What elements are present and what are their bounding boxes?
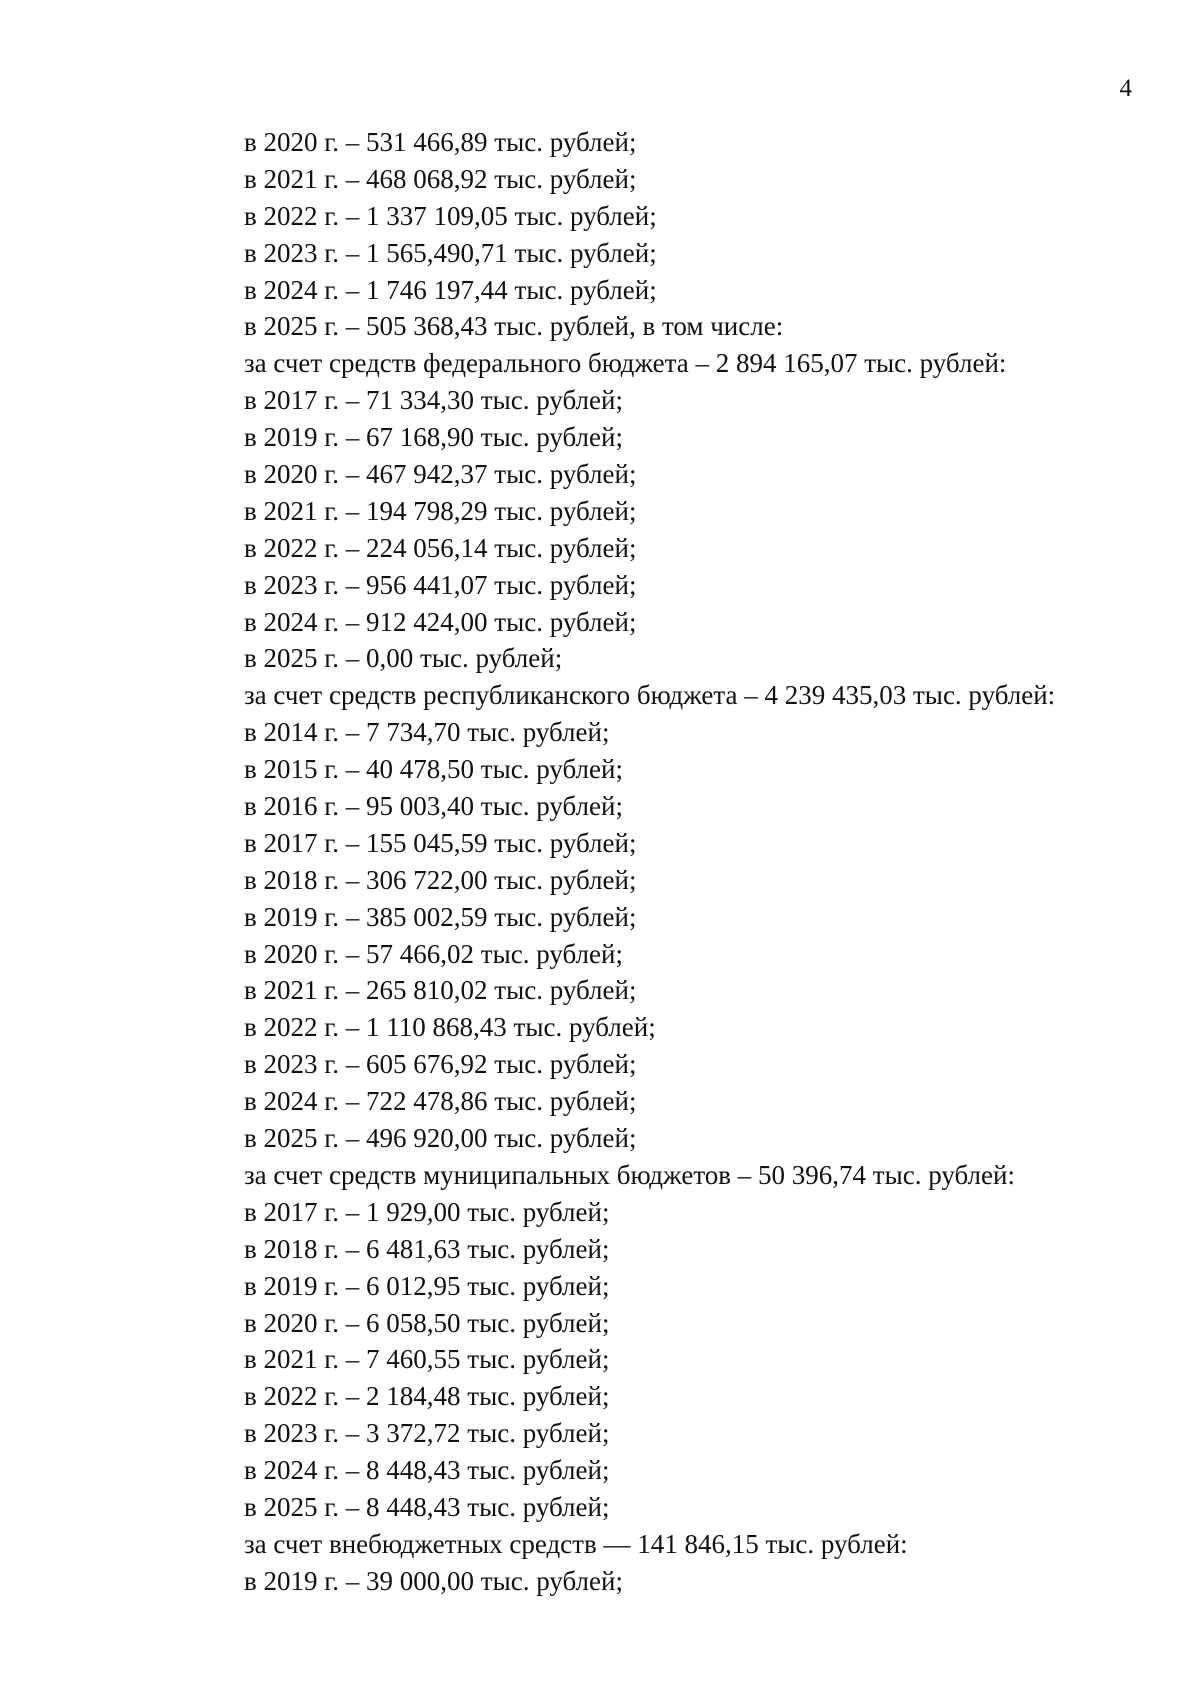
- text-line: в 2024 г. – 1 746 197,44 тыс. рублей;: [244, 274, 657, 305]
- text-line: в 2018 г. – 6 481,63 тыс. рублей;: [244, 1233, 610, 1264]
- text-line: в 2022 г. – 224 056,14 тыс. рублей;: [244, 532, 637, 563]
- text-line: в 2021 г. – 7 460,55 тыс. рублей;: [244, 1344, 610, 1375]
- text-line: в 2022 г. – 2 184,48 тыс. рублей;: [244, 1381, 610, 1412]
- text-line: в 2024 г. – 722 478,86 тыс. рублей;: [244, 1086, 637, 1117]
- funding-text-block: [244, 124, 1144, 1600]
- section-heading-extrabudgetary: за счет внебюджетных средств — 141 846,15 тыс. рублей:: [244, 1528, 908, 1559]
- text-line: в 2018 г. – 306 722,00 тыс. рублей;: [244, 864, 637, 895]
- text-line: в 2022 г. – 1 110 868,43 тыс. рублей;: [244, 1012, 656, 1043]
- text-line: в 2017 г. – 71 334,30 тыс. рублей;: [244, 385, 623, 416]
- text-line: в 2021 г. – 468 068,92 тыс. рублей;: [244, 163, 637, 194]
- text-line: в 2019 г. – 39 000,00 тыс. рублей;: [244, 1565, 623, 1596]
- text-line: в 2019 г. – 6 012,95 тыс. рублей;: [244, 1270, 610, 1301]
- text-line: в 2019 г. – 385 002,59 тыс. рублей;: [244, 901, 637, 932]
- text-line: в 2020 г. – 57 466,02 тыс. рублей;: [244, 938, 623, 969]
- text-line: в 2024 г. – 8 448,43 тыс. рублей;: [244, 1455, 610, 1486]
- text-line: в 2025 г. – 0,00 тыс. рублей;: [244, 643, 563, 674]
- text-line: в 2023 г. – 1 565,490,71 тыс. рублей;: [244, 237, 657, 268]
- text-line: в 2024 г. – 912 424,00 тыс. рублей;: [244, 606, 637, 637]
- section-heading-federal: за счет средств федерального бюджета – 2 894 165,07 тыс. рублей:: [244, 348, 1007, 379]
- text-line: в 2021 г. – 194 798,29 тыс. рублей;: [244, 495, 637, 526]
- text-line: в 2020 г. – 467 942,37 тыс. рублей;: [244, 459, 637, 490]
- page-number: 4: [1119, 75, 1132, 102]
- section-heading-municipal: за счет средств муниципальных бюджетов – 50 396,74 тыс. рублей:: [244, 1159, 1015, 1190]
- text-line: в 2023 г. – 3 372,72 тыс. рублей;: [244, 1418, 610, 1449]
- text-line: в 2025 г. – 505 368,43 тыс. рублей, в том числе:: [244, 311, 784, 342]
- text-line: в 2022 г. – 1 337 109,05 тыс. рублей;: [244, 200, 657, 231]
- section-heading-republican: за счет средств республиканского бюджета – 4 239 435,03 тыс. рублей:: [244, 680, 1056, 711]
- text-line: в 2017 г. – 155 045,59 тыс. рублей;: [244, 827, 637, 858]
- text-line: в 2021 г. – 265 810,02 тыс. рублей;: [244, 975, 637, 1006]
- text-line: в 2023 г. – 956 441,07 тыс. рублей;: [244, 569, 637, 600]
- text-line: в 2025 г. – 496 920,00 тыс. рублей;: [244, 1123, 637, 1154]
- text-line: в 2020 г. – 531 466,89 тыс. рублей;: [244, 127, 637, 157]
- text-line: в 2023 г. – 605 676,92 тыс. рублей;: [244, 1049, 637, 1080]
- text-line: в 2014 г. – 7 734,70 тыс. рублей;: [244, 717, 610, 748]
- text-line: в 2020 г. – 6 058,50 тыс. рублей;: [244, 1307, 610, 1338]
- text-line: в 2016 г. – 95 003,40 тыс. рублей;: [244, 791, 623, 822]
- text-line: в 2015 г. – 40 478,50 тыс. рублей;: [244, 754, 623, 785]
- text-line: в 2017 г. – 1 929,00 тыс. рублей;: [244, 1196, 610, 1227]
- text-line: в 2019 г. – 67 168,90 тыс. рублей;: [244, 422, 623, 453]
- text-line: в 2025 г. – 8 448,43 тыс. рублей;: [244, 1491, 610, 1522]
